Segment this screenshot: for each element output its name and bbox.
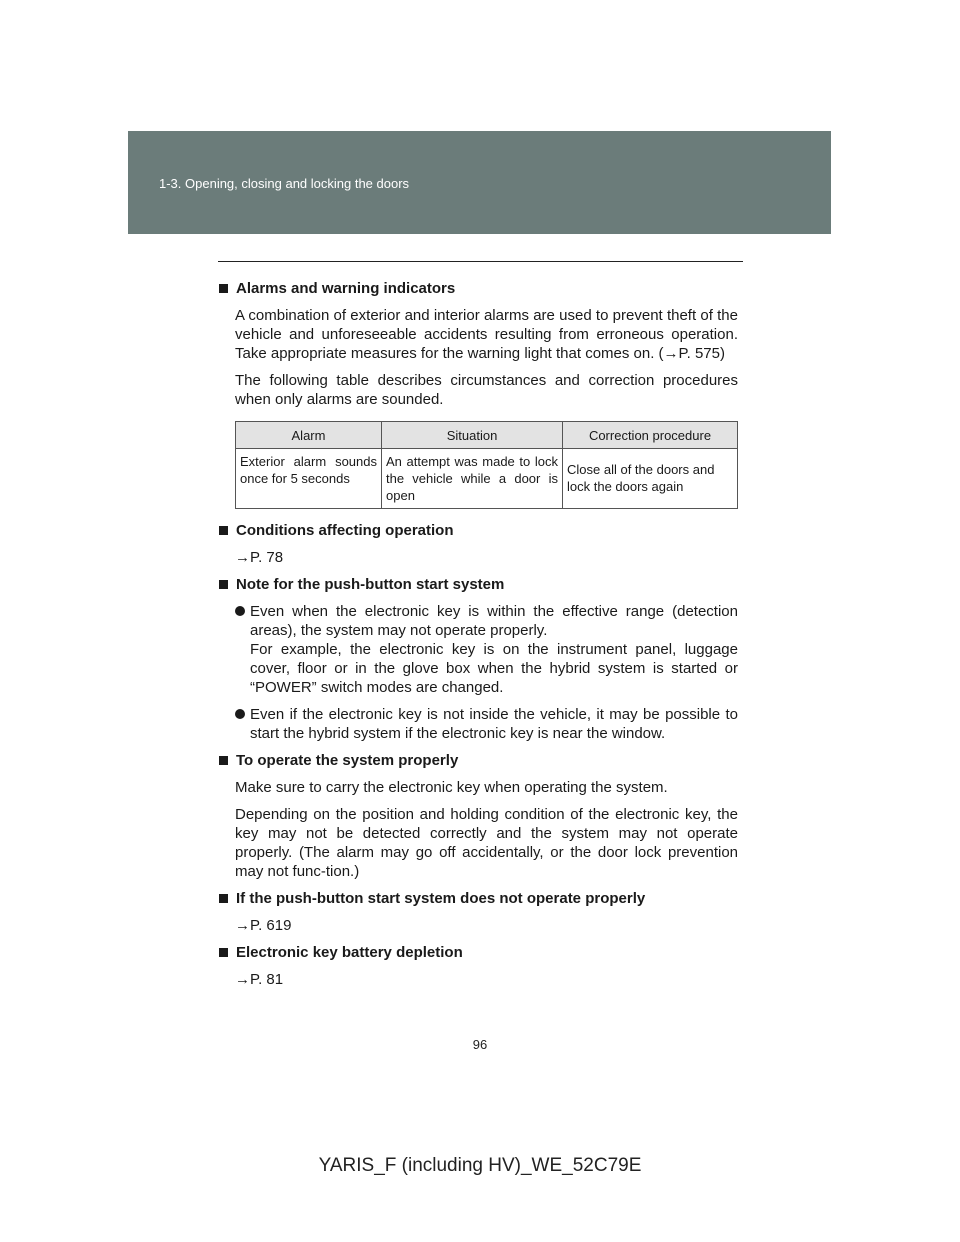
paragraph: Make sure to carry the electronic key when operating the system. xyxy=(235,779,668,796)
heading-note xyxy=(218,575,738,594)
heading-text: If the push-button start system does not operate properly xyxy=(236,890,646,907)
paragraph: The following table describes circumstances and correction procedures when only alarms are sounded. xyxy=(235,372,738,408)
list-item xyxy=(235,705,738,743)
heading-text: Conditions affecting operation xyxy=(236,522,454,539)
main-content xyxy=(218,279,738,997)
heading-text: Alarms and warning indicators xyxy=(236,280,456,297)
column-header: Alarm xyxy=(236,422,382,449)
bullet-text: Even if the electronic key is not inside the vehicle, it may be possible to start the hybrid system if the electronic key is near the window. xyxy=(250,706,738,742)
bullet-text: For example, the electronic key is on the instrument panel, luggage cover, floor or in the glove box when the hybrid system is started or “POWER” switch modes are changed. xyxy=(250,641,738,696)
heading-alarms xyxy=(218,279,738,298)
paragraph: A combination of exterior and interior alarms are used to prevent theft of the vehicle and unforeseeable accidents resulting from erroneous operation. Take appropriate measures for the warning light that comes on. (→P. 575) xyxy=(235,307,738,362)
page-number: 96 xyxy=(472,1037,488,1052)
square-bullet-icon xyxy=(219,894,228,903)
heading-text: Electronic key battery depletion xyxy=(236,944,463,961)
paragraph: Depending on the position and holding condition of the electronic key, the key may not be detected correctly and the system may not operate properly. (The alarm may go off accidentally, or the door lock prevention may not func-tion.) xyxy=(235,806,738,880)
square-bullet-icon xyxy=(219,284,228,293)
square-bullet-icon xyxy=(219,948,228,957)
bullet-text: Even when the electronic key is within the effective range (detection areas), the system may not operate properly. xyxy=(250,603,738,639)
table-cell: Close all of the doors and lock the doors again xyxy=(563,449,738,509)
divider xyxy=(218,261,743,262)
table-cell: Exterior alarm sounds once for 5 seconds xyxy=(236,449,382,509)
column-header: Situation xyxy=(382,422,563,449)
heading-text: To operate the system properly xyxy=(236,752,459,769)
column-header: Correction procedure xyxy=(563,422,738,449)
alarm-table xyxy=(235,421,738,509)
section-title: 1-3. Opening, closing and locking the doors xyxy=(159,176,410,191)
square-bullet-icon xyxy=(219,756,228,765)
square-bullet-icon xyxy=(219,580,228,589)
round-bullet-icon xyxy=(235,606,245,616)
heading-operate xyxy=(218,751,738,770)
heading-not-operate xyxy=(218,889,738,908)
heading-text: Note for the push-button start system xyxy=(236,576,505,593)
list-item xyxy=(235,602,738,697)
table-header-row xyxy=(236,422,738,449)
page-reference: →P. 78 xyxy=(235,549,284,566)
document-id: YARIS_F (including HV)_WE_52C79E xyxy=(318,1155,642,1176)
table-cell: An attempt was made to lock the vehicle while a door is open xyxy=(382,449,563,509)
page-reference: →P. 81 xyxy=(235,971,284,988)
page-reference: →P. 619 xyxy=(235,917,292,934)
heading-battery xyxy=(218,943,738,962)
header-band xyxy=(128,131,831,234)
table-row xyxy=(236,449,738,509)
heading-conditions xyxy=(218,521,738,540)
square-bullet-icon xyxy=(219,526,228,535)
round-bullet-icon xyxy=(235,709,245,719)
